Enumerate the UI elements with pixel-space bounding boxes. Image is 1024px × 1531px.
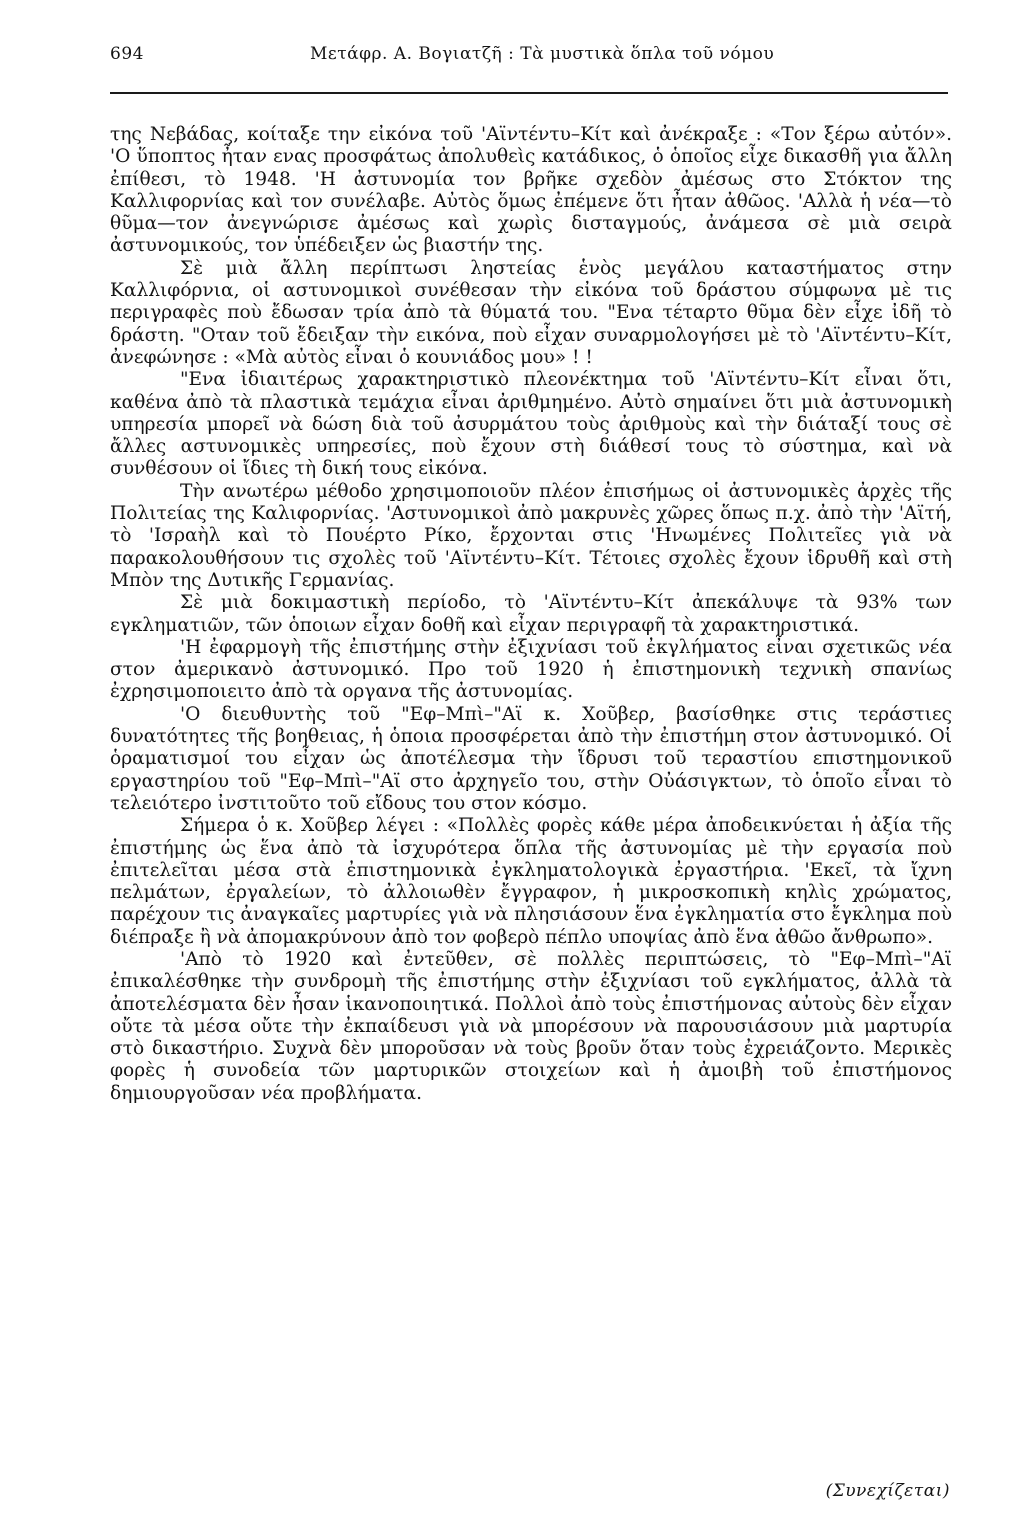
paragraph: "Ενα ἰδιαιτέρως χαρακτηριστικὸ πλεονέκτημα τοῦ 'Αϊντέντυ–Κίτ εἶναι ὅτι, καθένα ἀπὸ τὰ πλαστικὰ τεμάχια εἶναι ἀριθμημένο. Αὐτὸ σημαίνει ὅτι μιὰ ἀστυνομικὴ υπηρεσία μπορεῖ νὰ δώση διὰ τοῦ ἀσυρμάτου τοὺς ἀριθμοὺς καὶ τὴν διάταξί τους σὲ ἄλλες αστυνομικὲς υπηρεσίες, ποὺ ἔχουν στὴ διάθεσί τους τὸ σύστημα, καὶ νὰ συνθέσουν οἱ ἴδιες τὴ δική τους εἰκόνα. [110, 369, 952, 480]
running-title: Μετάφρ. Α. Βογιατζῆ : Τὰ μυστικὰ ὅπλα τοῦ νόμου [310, 44, 775, 64]
paragraph: 'Η ἐφαρμογὴ τῆς ἐπιστήμης στὴν ἐξιχνίασι τοῦ ἐκγλήματος εἶναι σχετικῶς νέα στον ἀμερικανὸ ἀστυνομικό. Προ τοῦ 1920 ἡ ἐπιστημονικὴ τεχνικὴ σπανίως ἐχρησιμοποιειτο ἀπὸ τὰ οργανα τῆς ἀστυνομίας. [110, 636, 952, 703]
paragraph: 'Ο διευθυντὴς τοῦ "Εφ–Μπὶ–"Αϊ κ. Χοῦβερ, βασίσθηκε στις τεράστιες δυνατότητες τῆς βοηθειας, ἡ ὁποια προσφέρεται ἀπὸ τὴν ἐπιστήμη στον ἀστυνομικό. Οἱ ὁραματισμοί του εἶχαν ὡς ἀποτέλεσμα τὴν ἵδρυσι τοῦ τεραστίου επιστημονικοῦ εργαστηρίου τοῦ "Εφ–Μπὶ–"Αϊ στο ἀρχηγεῖο του, στὴν Οὐάσιγκτων, τὸ ὁποῖο εἶναι τὸ τελειότερο ἰνστιτοῦτο τοῦ εἴδους του στον κόσμο. [110, 703, 952, 814]
paragraph: 'Απὸ τὸ 1920 καὶ ἐντεῦθεν, σὲ πολλὲς περιπτώσεις, τὸ "Εφ–Μπὶ–"Αϊ ἐπικαλέσθηκε τὴν συνδρομὴ τῆς ἐπιστήμης στὴν ἐξιχνίασι τοῦ εγκλήματος, ἀλλὰ τὰ ἀποτελέσματα δὲν ἦσαν ἱκανοποιητικά. Πολλοὶ ἀπὸ τοὺς ἐπιστήμονας αὐτοὺς δὲν εἶχαν οὔτε τὰ μέσα οὔτε τὴν ἐκπαίδευσι γιὰ νὰ μπορέσουν νὰ παρουσιάσουν μιὰ μαρτυρία στὸ δικαστήριο. Συχνὰ δὲν μποροῦσαν νὰ τοὺς βροῦν ὅταν τοὺς ἐχρειάζοντο. Μερικὲς φορὲς ἡ συνοδεία τῶν μαρτυρικῶν στοιχείων καὶ ἡ ἀμοιβὴ τοῦ ἐπιστήμονος δημιουργοῦσαν νέα προβλήματα. [110, 948, 952, 1104]
header-rule [110, 92, 948, 94]
page-header [110, 38, 950, 70]
paragraph: Τὴν ανωτέρω μέθοδο χρησιμοποιοῦν πλέον ἐπισήμως οἱ ἀστυνομικὲς ἀρχὲς τῆς Πολιτείας της Καλιφορνίας. 'Αστυνομικοὶ ἀπὸ μακρυνὲς χῶρες ὅπως π.χ. ἀπὸ τὴν 'Αϊτή, τὸ 'Ισραὴλ καὶ τὸ Πουέρτο Ρίκο, ἔρχονται στις 'Ηνωμένες Πολιτεῖες γιὰ νὰ παρακολουθήσουν τις σχολὲς τοῦ 'Αϊντέντυ–Κίτ. Τέτοιες σχολὲς ἔχουν ἱδρυθῆ καὶ στὴ Μπὸν της Δυτικῆς Γερμανίας. [110, 480, 952, 591]
paragraph: της Νεβάδας, κοίταξε την εἰκόνα τοῦ 'Αϊντέντυ–Κίτ καὶ ἀνέκραξε : «Τον ξέρω αὐτόν». 'Ο ὕποπτος ἦταν ενας προσφάτως ἀπολυθεὶς κατάδικος, ὁ ὁποῖος εἶχε δικασθῆ για ἄλλη ἐπίθεσι, τὸ 1948. 'Η ἀστυνομία τον βρῆκε σχεδὸν ἀμέσως στο Στόκτον της Καλλιφορνίας καὶ τον συνέλαβε. Αὐτὸς ὅμως ἐπέμενε ὅτι ἦταν ἀθῶος. 'Αλλὰ ἡ νέα—τὸ θῦμα—τον ἀνεγνώρισε ἀμέσως καὶ χωρὶς δισταγμούς, ἀνάμεσα σὲ μιὰ σειρὰ ἀστυνομικούς, τον ὑπέδειξεν ὡς βιαστήν της. [110, 124, 952, 257]
paragraph: Σὲ μιὰ ἄλλη περίπτωσι ληστείας ἑνὸς μεγάλου καταστήματος στην Καλλιφόρνια, οἱ αστυνομικοὶ συνέθεσαν τὴν εἰκόνα τοῦ δράστου σύμφωνα μὲ τις περιγραφὲς ποὺ ἔδωσαν τρία ἀπὸ τὰ θύματά του. "Ενα τέταρτο θῦμα δὲν εἶχε ἰδῆ τὸ δράστη. "Οταν τοῦ ἔδειξαν τὴν εικόνα, ποὺ εἶχαν συναρμολογήσει μὲ τὸ 'Αϊντέντυ–Κίτ, ἀνεφώνησε : «Μὰ αὐτὸς εἶναι ὁ κουνιάδος μου» ! ! [110, 257, 952, 368]
continued-note: (Συνεχίζεται) [825, 1481, 950, 1501]
paragraph: Σὲ μιὰ δοκιμαστικὴ περίοδο, τὸ 'Αϊντέντυ–Κίτ ἀπεκάλυψε τὰ 93% των εγκληματιῶν, τῶν ὁποιων εἶχαν δοθῆ καὶ εἶχαν περιγραφῆ τὰ χαρακτηριστικά. [110, 592, 952, 636]
paragraph: Σήμερα ὁ κ. Χοῦβερ λέγει : «Πολλὲς φορὲς κάθε μέρα ἀποδεικνύεται ἡ ἀξία τῆς ἐπιστήμης ὡς ἕνα ἀπὸ τὰ ἰσχυρότερα ὅπλα τῆς ἀστυνομίας μὲ τὴν εργασία ποὺ ἐπιτελεῖται μέσα στὰ ἐπιστημονικὰ ἐγκληματολογικὰ ἐργαστήρια. 'Εκεῖ, τὰ ἴχνη πελμάτων, ἐργαλείων, τὸ ἀλλοιωθὲν ἔγγραφον, ἡ μικροσκοπικὴ κηλὶς χρώματος, παρέχουν τις ἀναγκαῖες μαρτυρίες γιὰ νὰ πλησιάσουν ἕνα ἐγκληματία στο ἔγκλημα ποὺ διέπραξε ἢ νὰ ἀπομακρύνουν ἀπὸ τον φοβερὸ πέπλο υποψίας ἀπὸ ἕνα ἀθῶο ἄνθρωπο». [110, 815, 952, 948]
article-body [110, 124, 952, 1105]
page-number: 694 [110, 44, 144, 64]
